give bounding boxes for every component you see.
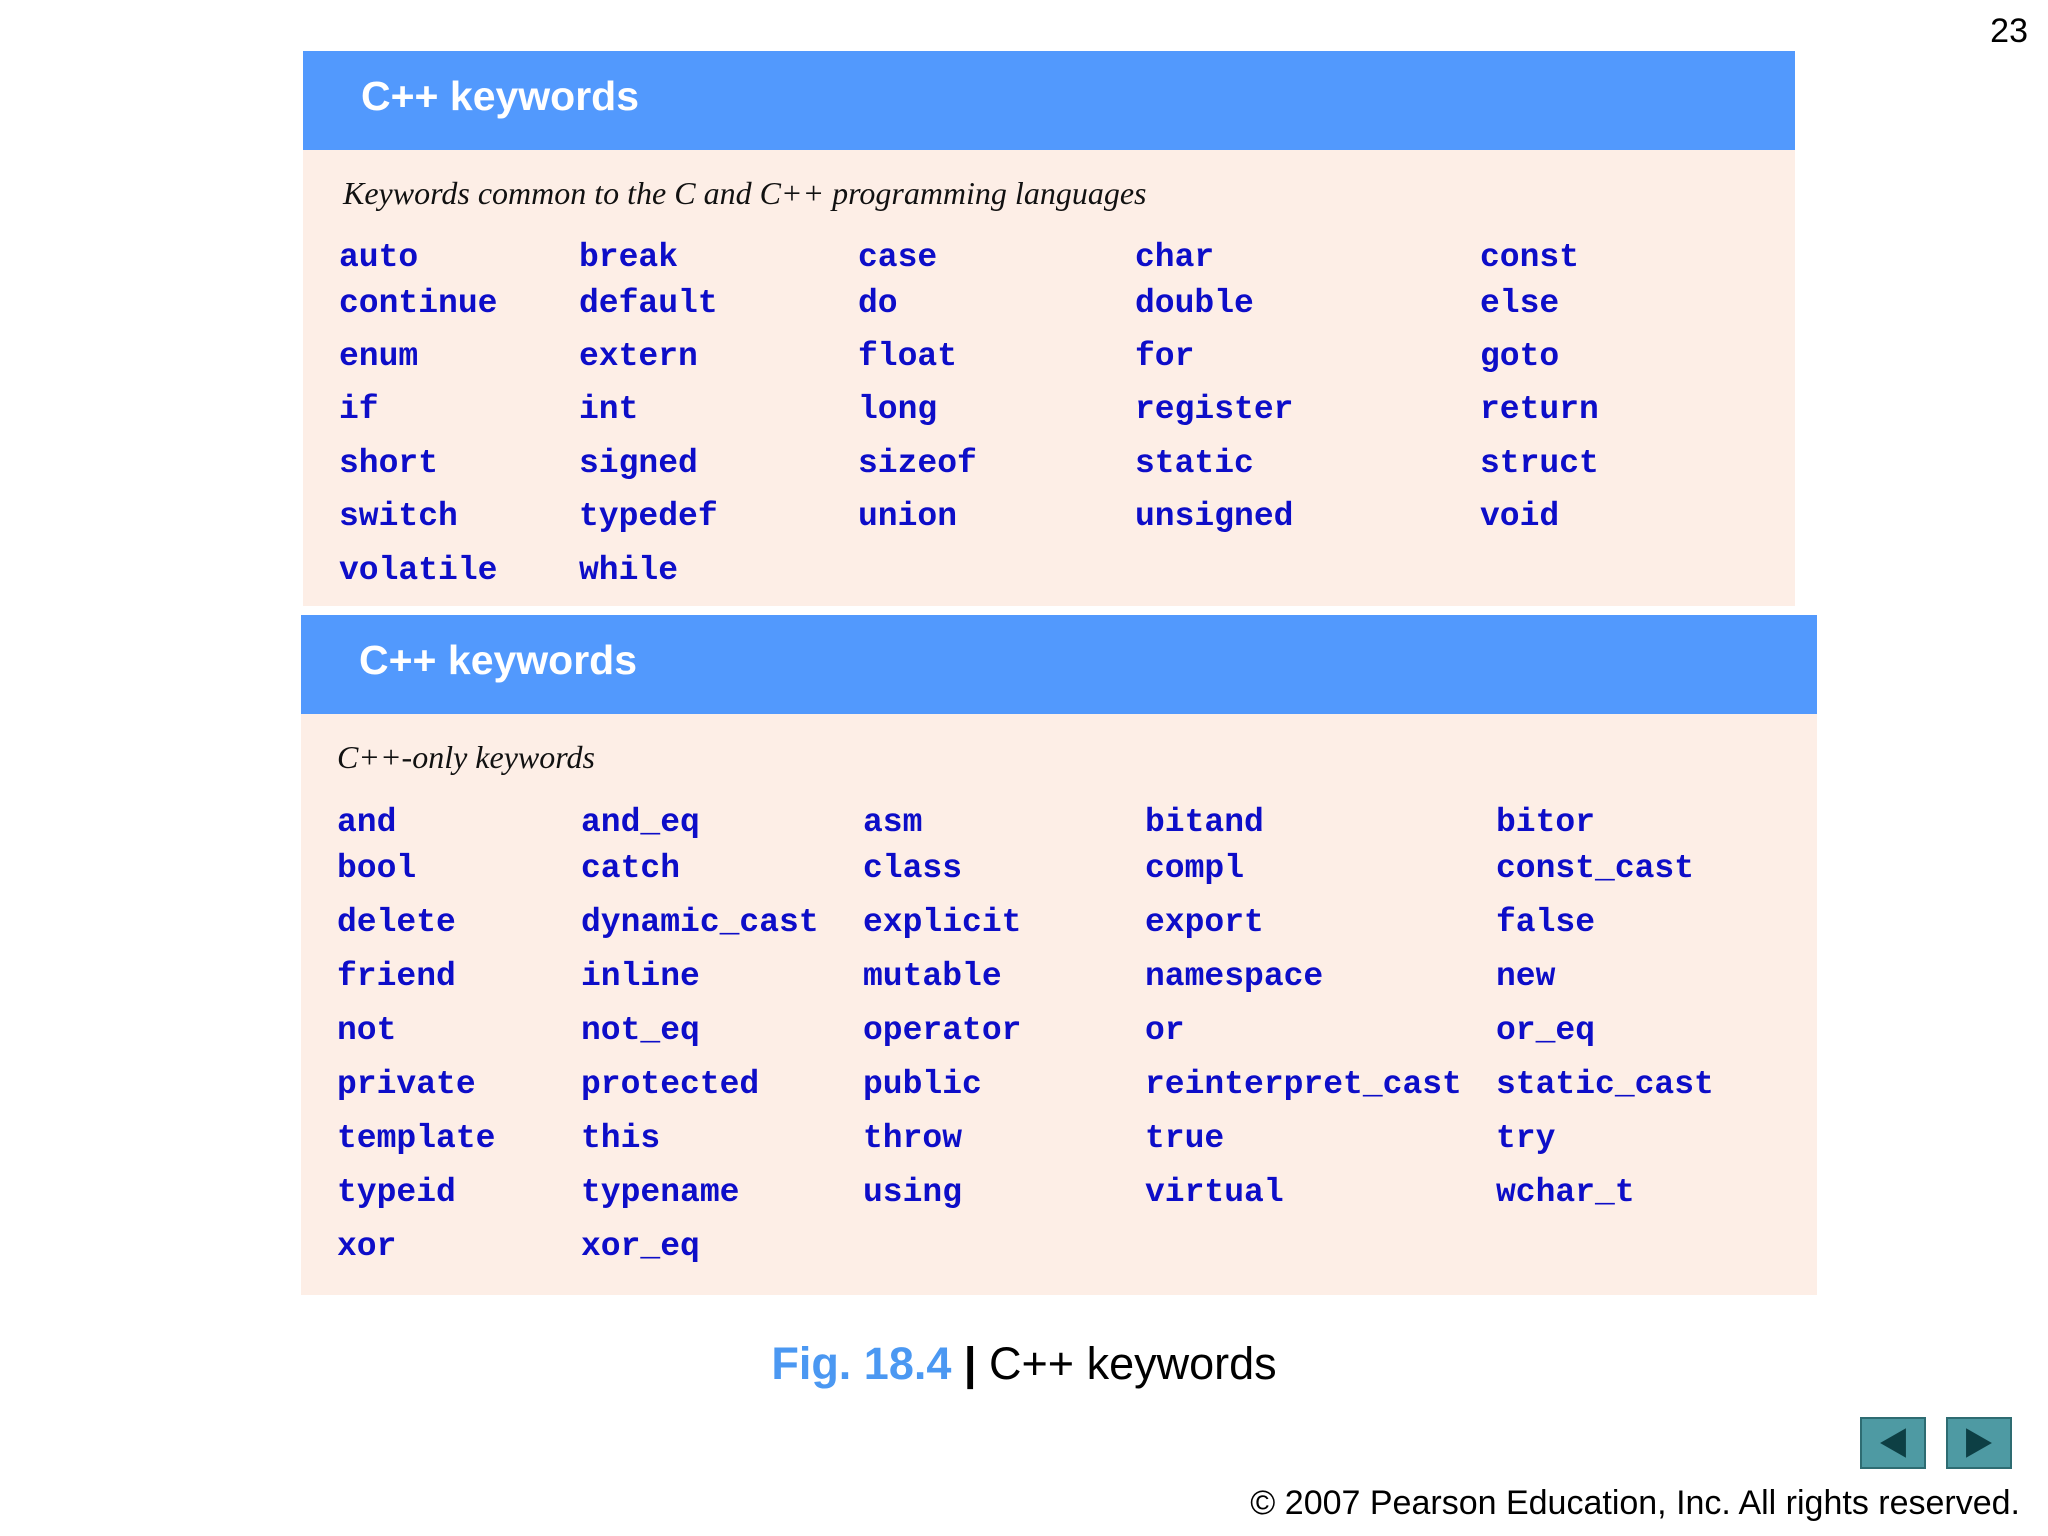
keyword: static bbox=[1135, 445, 1254, 482]
keyword: volatile bbox=[339, 552, 498, 589]
caption-separator: | bbox=[963, 1338, 977, 1389]
keyword: bitand bbox=[1145, 804, 1264, 841]
keyword: double bbox=[1135, 285, 1254, 322]
keyword: auto bbox=[339, 239, 419, 276]
keyword: inline bbox=[581, 958, 700, 995]
next-slide-button[interactable] bbox=[1946, 1417, 2012, 1469]
keyword: reinterpret_cast bbox=[1145, 1066, 1462, 1103]
table-title: C++ keywords bbox=[361, 73, 640, 119]
keywords-table-common bbox=[303, 51, 1795, 606]
triangle-right-icon bbox=[1948, 1419, 2010, 1467]
keyword: mutable bbox=[863, 958, 1002, 995]
table-title: C++ keywords bbox=[359, 637, 638, 683]
keyword: bool bbox=[337, 850, 417, 887]
keyword: enum bbox=[339, 338, 419, 375]
keyword: long bbox=[858, 391, 938, 428]
keyword: static_cast bbox=[1496, 1066, 1714, 1103]
keyword: throw bbox=[863, 1120, 963, 1157]
keyword: while bbox=[579, 552, 679, 589]
keyword: sizeof bbox=[858, 445, 977, 482]
keyword: and_eq bbox=[581, 804, 700, 841]
table-header bbox=[301, 615, 1817, 714]
keyword: do bbox=[858, 285, 898, 322]
keyword: compl bbox=[1145, 850, 1245, 887]
keyword: template bbox=[337, 1120, 496, 1157]
keyword: this bbox=[581, 1120, 661, 1157]
keyword: try bbox=[1496, 1120, 1556, 1157]
keyword: for bbox=[1135, 338, 1195, 375]
keyword: typedef bbox=[579, 498, 718, 535]
keyword: switch bbox=[339, 498, 458, 535]
keyword: explicit bbox=[863, 904, 1022, 941]
keyword: bitor bbox=[1496, 804, 1596, 841]
keyword: union bbox=[858, 498, 958, 535]
keyword: extern bbox=[579, 338, 698, 375]
keyword: void bbox=[1480, 498, 1560, 535]
table-subtitle: C++-only keywords bbox=[337, 739, 595, 775]
keyword: operator bbox=[863, 1012, 1022, 1049]
page-number: 23 bbox=[1990, 12, 2028, 50]
table-header bbox=[303, 51, 1795, 150]
keyword: catch bbox=[581, 850, 681, 887]
keyword: if bbox=[339, 391, 379, 428]
keyword: register bbox=[1135, 391, 1294, 428]
keyword: false bbox=[1496, 904, 1596, 941]
caption-text: C++ keywords bbox=[989, 1338, 1277, 1389]
keyword: or_eq bbox=[1496, 1012, 1596, 1049]
keyword: delete bbox=[337, 904, 456, 941]
keyword: typename bbox=[581, 1174, 740, 1211]
table-subtitle: Keywords common to the C and C++ programming languages bbox=[343, 175, 1147, 211]
keyword: int bbox=[579, 391, 639, 428]
keyword: protected bbox=[581, 1066, 760, 1103]
keyword: true bbox=[1145, 1120, 1225, 1157]
keyword: goto bbox=[1480, 338, 1560, 375]
keyword: typeid bbox=[337, 1174, 456, 1211]
keyword: wchar_t bbox=[1496, 1174, 1635, 1211]
keyword: default bbox=[579, 285, 718, 322]
keyword: public bbox=[863, 1066, 982, 1103]
previous-slide-button[interactable] bbox=[1860, 1417, 1926, 1469]
keyword: friend bbox=[337, 958, 456, 995]
keyword: const_cast bbox=[1496, 850, 1695, 887]
keyword: unsigned bbox=[1135, 498, 1294, 535]
keyword: class bbox=[863, 850, 963, 887]
keyword: case bbox=[858, 239, 938, 276]
copyright-notice: © 2007 Pearson Education, Inc. All rights reserved. bbox=[1250, 1484, 2020, 1522]
keyword: not_eq bbox=[581, 1012, 700, 1049]
keyword: using bbox=[863, 1174, 963, 1211]
keywords-table-cpp-only bbox=[301, 615, 1817, 1295]
keyword: else bbox=[1480, 285, 1560, 322]
keyword: export bbox=[1145, 904, 1264, 941]
keyword: float bbox=[858, 338, 958, 375]
keyword: continue bbox=[339, 285, 498, 322]
keyword: struct bbox=[1480, 445, 1599, 482]
keyword: dynamic_cast bbox=[581, 904, 819, 941]
keyword: virtual bbox=[1145, 1174, 1284, 1211]
triangle-left-icon bbox=[1862, 1419, 1924, 1467]
keyword: char bbox=[1135, 239, 1215, 276]
keyword: asm bbox=[863, 804, 923, 841]
keyword: or bbox=[1145, 1012, 1185, 1049]
keyword: private bbox=[337, 1066, 476, 1103]
keyword: new bbox=[1496, 958, 1556, 995]
keyword: and bbox=[337, 804, 397, 841]
figure-label: Fig. 18.4 bbox=[771, 1338, 952, 1389]
keyword: xor bbox=[337, 1228, 397, 1265]
keyword: xor_eq bbox=[581, 1228, 700, 1265]
keyword: not bbox=[337, 1012, 397, 1049]
keyword: const bbox=[1480, 239, 1580, 276]
keyword: signed bbox=[579, 445, 698, 482]
keyword: namespace bbox=[1145, 958, 1324, 995]
keyword: break bbox=[579, 239, 679, 276]
figure-caption bbox=[0, 1338, 2048, 1390]
keyword: short bbox=[339, 445, 439, 482]
keyword: return bbox=[1480, 391, 1599, 428]
